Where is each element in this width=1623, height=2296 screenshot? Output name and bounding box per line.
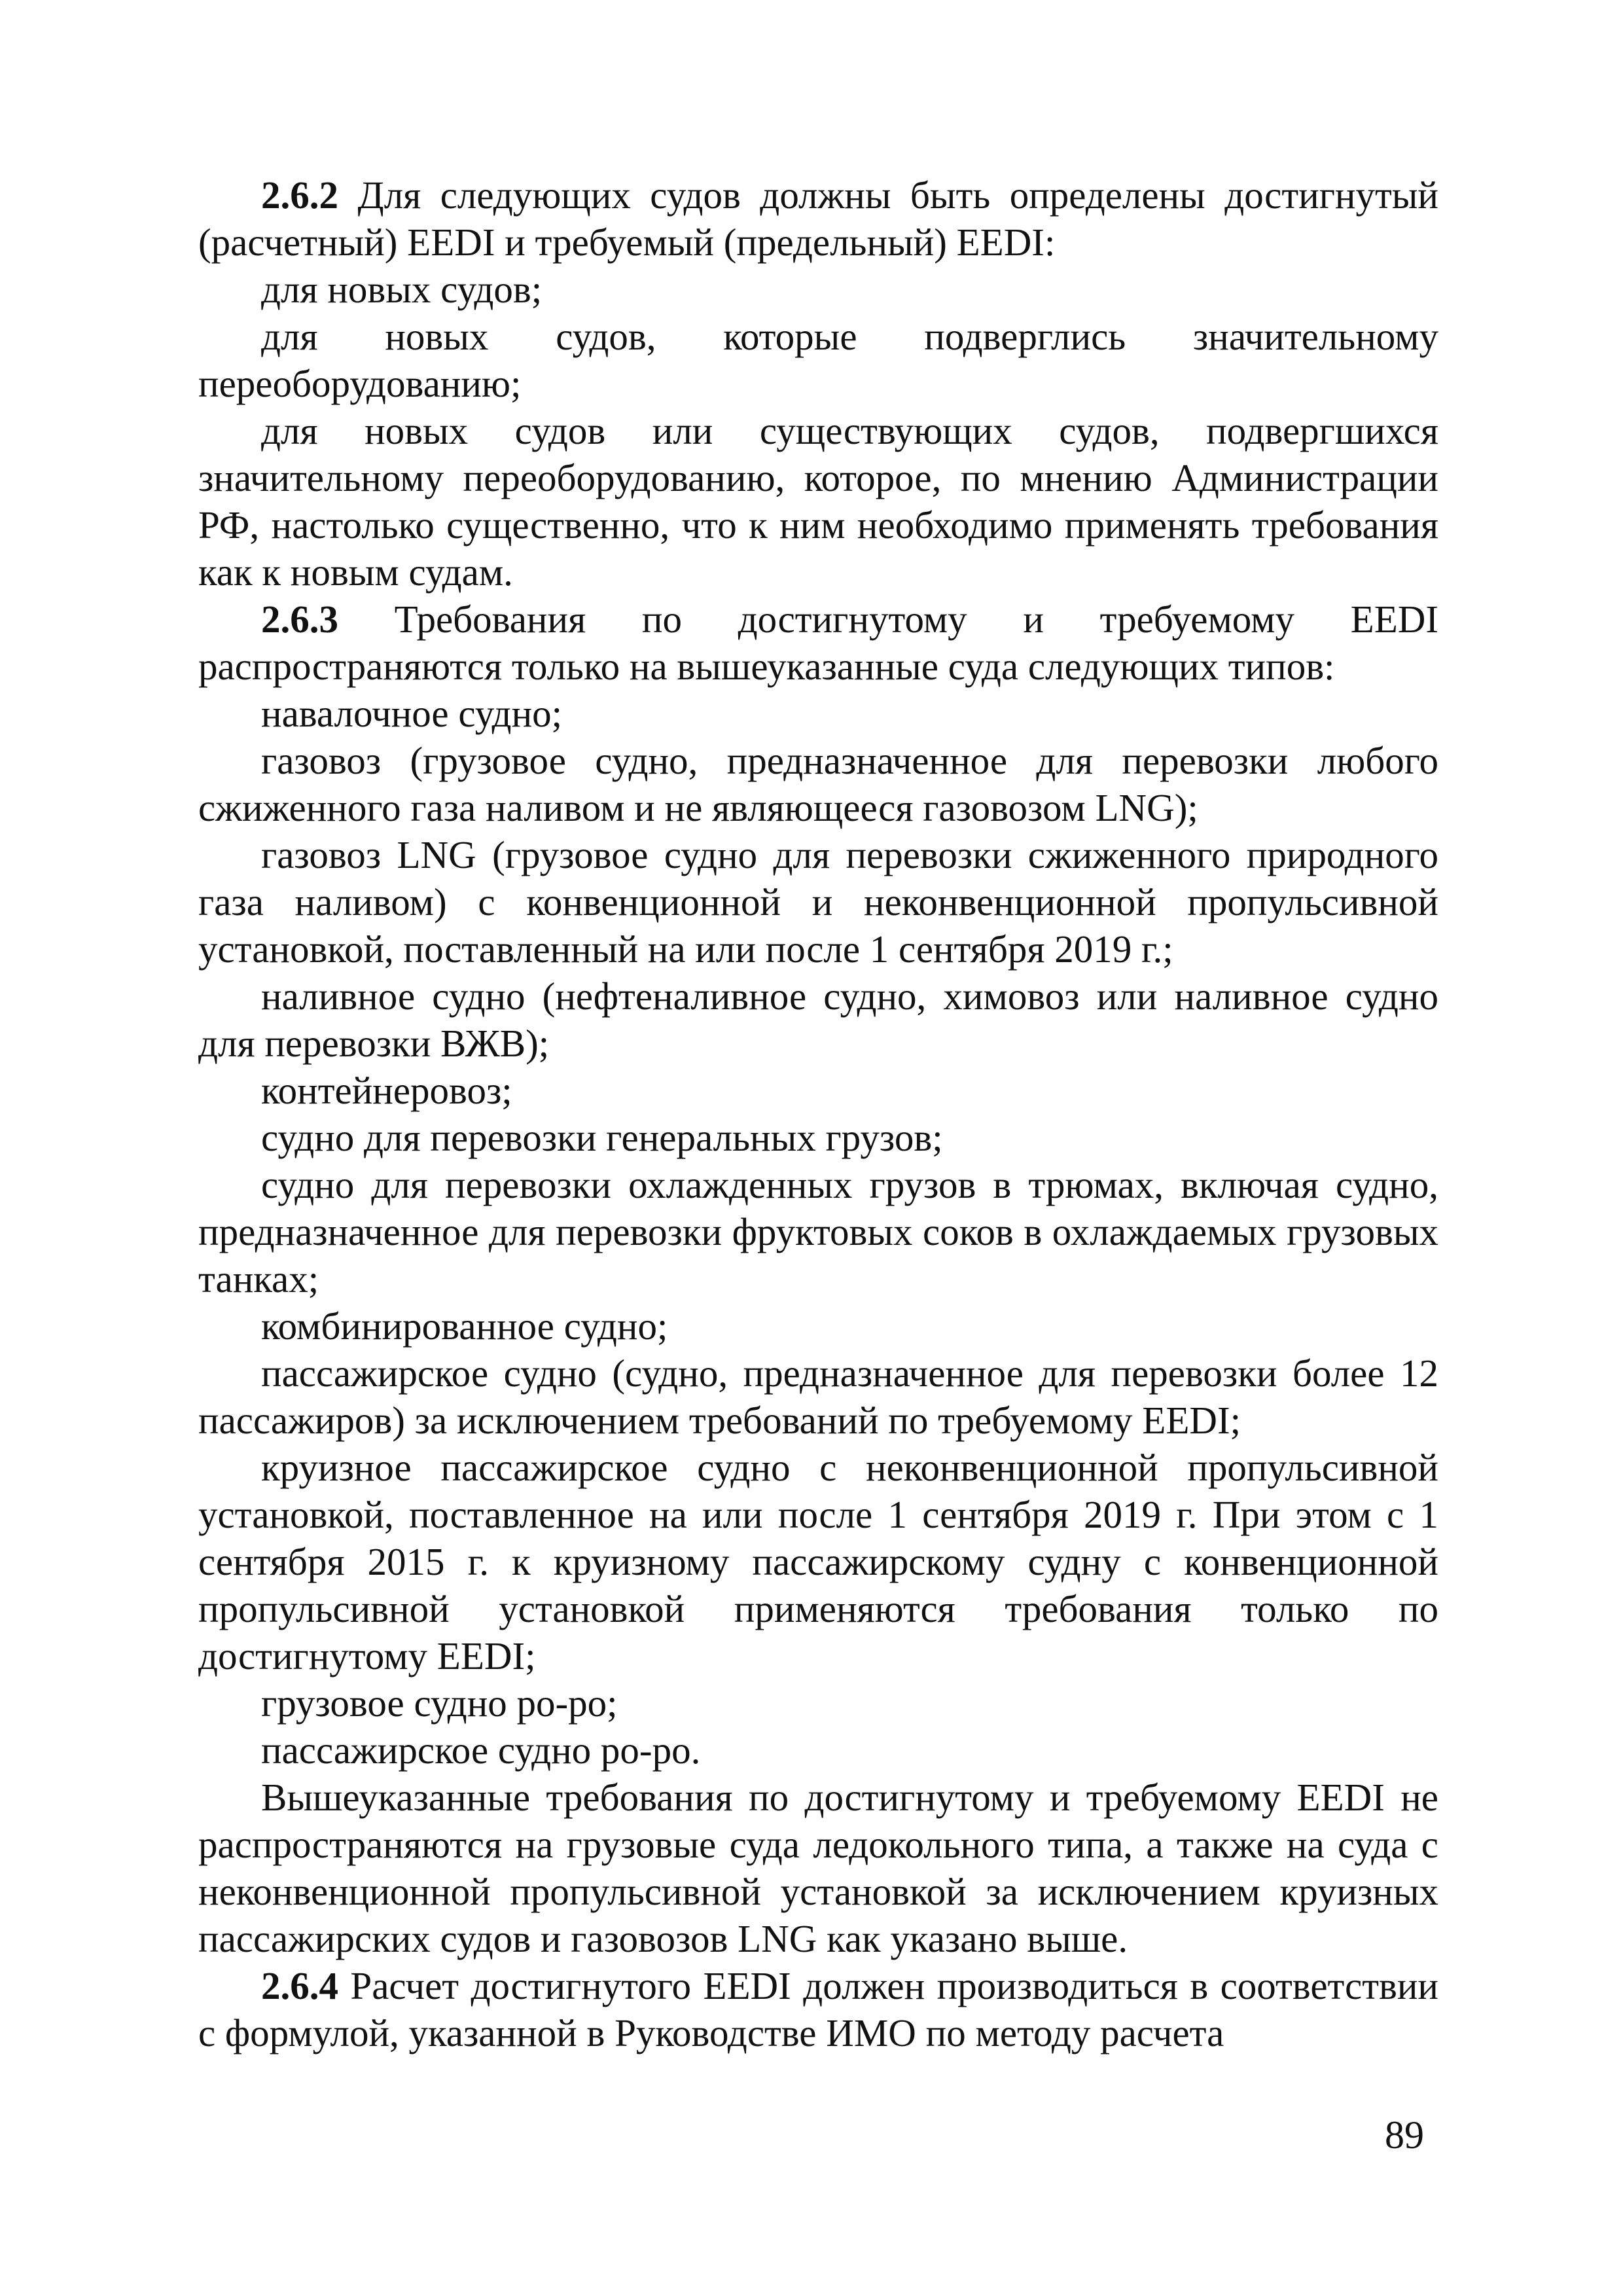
list-item	[198, 737, 1438, 831]
list-item	[198, 690, 1438, 737]
section-number: 2.6.2	[261, 173, 338, 217]
paragraph-text: контейнеровоз;	[261, 1069, 512, 1112]
paragraph-text: Требования по достигнутому и требуемому EEDI распространяются только на вышеуказанные суда следующих типов:	[198, 598, 1438, 688]
paragraph-text: грузовое судно ро-ро;	[261, 1681, 618, 1725]
list-item	[198, 1161, 1438, 1302]
paragraph-text: газовоз (грузовое судно, предназначенное для перевозки любого сжиженного газа наливом и не являющееся газовозом LNG);	[198, 739, 1438, 829]
paragraph-text: круизное пассажирское судно с неконвенционной пропульсивной установкой, поставленное на или после 1 сентября 2019 г. При этом с 1 сентября 2015 г. к круизному пассажирскому судну с конвенционной пропульсивной установкой применяются требования только по достигнутому EEDI;	[198, 1446, 1438, 1677]
paragraph-text: пассажирское судно (судно, предназначенное для перевозки более 12 пассажиров) за исключением требований по требуемому EEDI;	[198, 1352, 1438, 1442]
paragraph-text: комбинированное судно;	[261, 1304, 668, 1348]
paragraph	[198, 1774, 1438, 1962]
paragraph-text: навалочное судно;	[261, 692, 563, 735]
paragraph-text: Вышеуказанные требования по достигнутому и требуемому EEDI не распространяются на грузовые суда ледокольного типа, а также на суда с неконвенционной пропульсивной установкой за исключением круизных пассажирских судов и газовозов LNG как указано выше.	[198, 1776, 1438, 1960]
list-item	[198, 1067, 1438, 1114]
paragraph-text: Расчет достигнутого EEDI должен производиться в соответствии с формулой, указанной в Руководстве ИМО по методу расчета	[198, 1964, 1438, 2054]
list-item	[198, 1727, 1438, 1774]
paragraph-2-6-4	[198, 1962, 1438, 2056]
paragraph-2-6-3	[198, 596, 1438, 690]
paragraph-text: наливное судно (нефтеналивное судно, химовоз или наливное судно для перевозки ВЖВ);	[198, 975, 1438, 1065]
paragraph-text: пассажирское судно ро-ро.	[261, 1729, 701, 1772]
paragraph-text: Для следующих судов должны быть определены достигнутый (расчетный) EEDI и требуемый (предельный) EEDI:	[198, 173, 1438, 264]
paragraph-text: газовоз LNG (грузовое судно для перевозки сжиженного природного газа наливом) с конвенционной и неконвенционной пропульсивной установкой, поставленный на или после 1 сентября 2019 г.;	[198, 833, 1438, 971]
list-item	[198, 266, 1438, 313]
paragraph-text: для новых судов;	[261, 268, 543, 311]
list-item	[198, 407, 1438, 596]
paragraph-2-6-2	[198, 171, 1438, 266]
page-number: 89	[1385, 2113, 1424, 2157]
list-item	[198, 1444, 1438, 1679]
section-number: 2.6.3	[261, 598, 338, 641]
section-number: 2.6.4	[261, 1964, 338, 2007]
paragraph-text: для новых судов, которые подверглись значительному переоборудованию;	[198, 315, 1438, 405]
paragraph-text: судно для перевозки охлажденных грузов в трюмах, включая судно, предназначенное для перевозки фруктовых соков в охлаждаемых грузовых танках;	[198, 1163, 1438, 1300]
list-item	[198, 973, 1438, 1067]
list-item	[198, 313, 1438, 407]
paragraph-text: для новых судов или существующих судов, подвергшихся значительному переоборудованию, которое, по мнению Администрации РФ, настолько существенно, что к ним необходимо применять требования как к новым судам.	[198, 409, 1438, 594]
list-item	[198, 1679, 1438, 1727]
list-item	[198, 1350, 1438, 1444]
list-item	[198, 1302, 1438, 1350]
document-body	[198, 171, 1438, 2056]
list-item	[198, 831, 1438, 973]
list-item	[198, 1114, 1438, 1161]
paragraph-text: судно для перевозки генеральных грузов;	[261, 1116, 943, 1159]
